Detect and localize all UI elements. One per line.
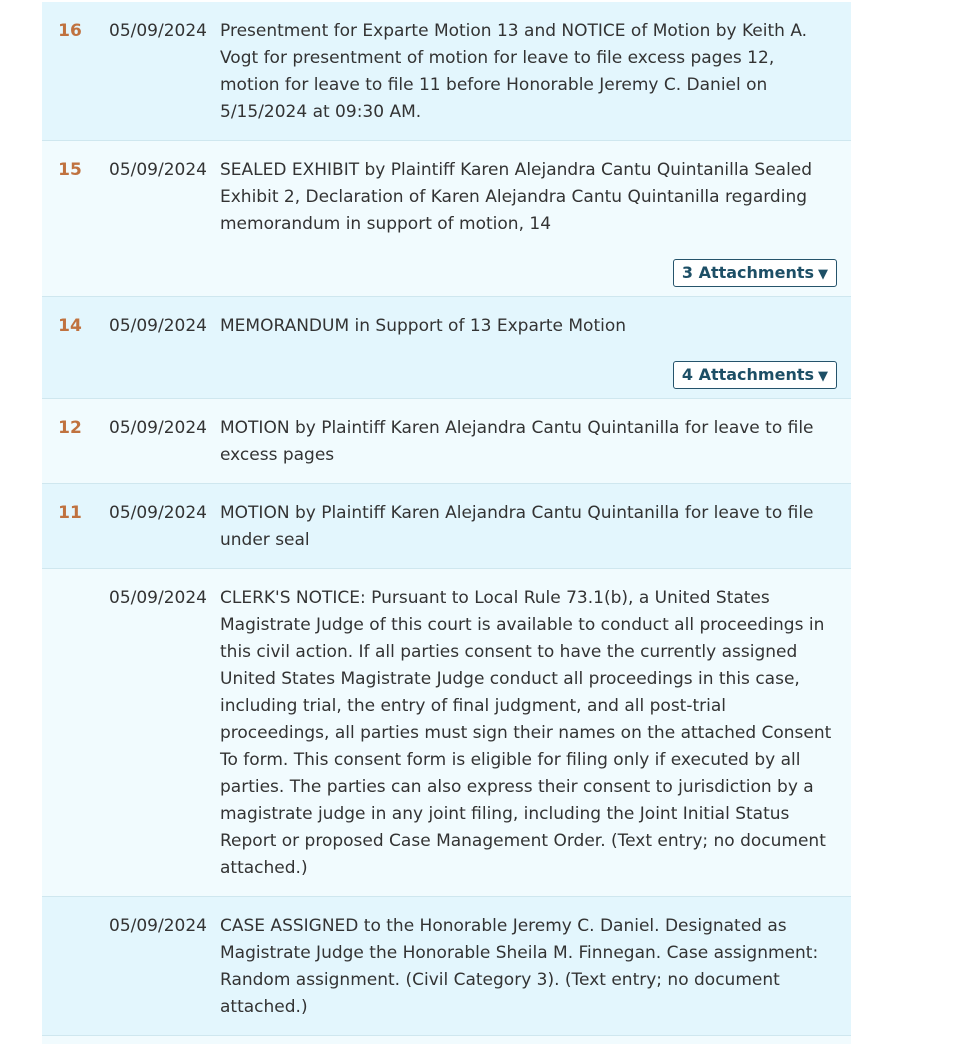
- entry-date: 05/09/2024: [109, 503, 207, 523]
- entry-text: MOTION by Plaintiff Karen Alejandra Cantu Quintanilla for leave to file excess pages: [220, 418, 814, 465]
- docket-entry-15: [42, 141, 851, 297]
- entry-number[interactable]: 15: [58, 160, 82, 180]
- entry-date: 05/09/2024: [109, 21, 207, 41]
- entry-number[interactable]: 16: [58, 21, 82, 41]
- docket-entries-list: [42, 2, 851, 1036]
- entry-number[interactable]: 11: [58, 503, 82, 523]
- entry-date: 05/09/2024: [109, 316, 207, 336]
- entry-date: 05/09/2024: [109, 418, 207, 438]
- next-entry-edge: [42, 1036, 851, 1044]
- caret-down-icon: ▼: [818, 369, 828, 384]
- entry-text: Presentment for Exparte Motion 13 and NOTICE of Motion by Keith A. Vogt for presentment of motion for leave to file excess pages 12, motion for leave to file 11 before Honorable Jeremy C. Daniel on 5/15/2024 at 09:30 AM.: [220, 21, 808, 122]
- entry-date: 05/09/2024: [109, 916, 207, 936]
- entry-number[interactable]: 14: [58, 316, 82, 336]
- docket-entry-16: [42, 2, 851, 141]
- entry-date: 05/09/2024: [109, 160, 207, 180]
- caret-down-icon: ▼: [818, 267, 828, 282]
- entry-date: 05/09/2024: [109, 588, 207, 608]
- docket-entry-clerks-notice: [42, 569, 851, 897]
- docket-entry-11: [42, 484, 851, 569]
- attachments-button[interactable]: [673, 259, 837, 287]
- entry-text: MEMORANDUM in Support of 13 Exparte Motion: [220, 316, 627, 336]
- docket-entry-12: [42, 399, 851, 484]
- entry-text: CLERK'S NOTICE: Pursuant to Local Rule 73.1(b), a United States Magistrate Judge of this court is available to conduct all proceedings in this civil action. If all parties consent to have the currently assigned United States Magistrate Judge conduct all proceedings in this case, including trial, the entry of final judgment, and all post-trial proceedings, all parties must sign their names on the attached Consent To form. This consent form is eligible for filing only if executed by all parties. The parties can also express their consent to jurisdiction by a magistrate judge in any joint filing, including the Joint Initial Status Report or proposed Case Management Order. (Text entry; no document attached.): [220, 588, 832, 878]
- entry-number[interactable]: 12: [58, 418, 82, 438]
- attachments-label: 4 Attachments: [681, 365, 814, 384]
- entry-text: SEALED EXHIBIT by Plaintiff Karen Alejandra Cantu Quintanilla Sealed Exhibit 2, Declaration of Karen Alejandra Cantu Quintanilla regarding memorandum in support of motion, 14: [220, 160, 813, 234]
- docket-entry-14: [42, 297, 851, 399]
- docket-entry-case-assigned: [42, 897, 851, 1036]
- attachments-button[interactable]: [673, 361, 837, 389]
- entry-text: MOTION by Plaintiff Karen Alejandra Cantu Quintanilla for leave to file under seal: [220, 503, 814, 550]
- attachments-label: 3 Attachments: [681, 263, 814, 282]
- entry-text: CASE ASSIGNED to the Honorable Jeremy C. Daniel. Designated as Magistrate Judge the Honorable Sheila M. Finnegan. Case assignment: Random assignment. (Civil Category 3). (Text entry; no document attached.): [220, 916, 819, 1017]
